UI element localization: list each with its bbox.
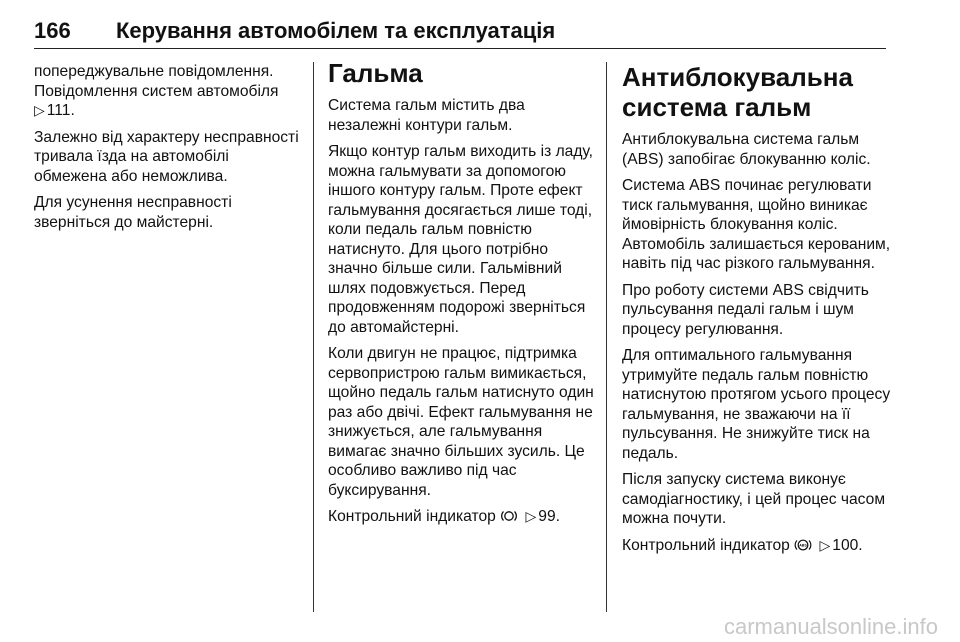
page-reference-link[interactable]: ▷ 99.: [525, 508, 560, 525]
paragraph: Система ABS починає регулювати тиск гальмування, щойно виникає ймовірність блокування коліс. Автомобіль залишається керованим, навіть під час різкого гальмування.: [622, 177, 891, 272]
column-divider: [606, 62, 607, 612]
text-line: Повідомлення систем автомобіля: [34, 82, 279, 100]
column-middle: [328, 58, 594, 534]
paragraph: Для усунення несправності зверніться до майстерні.: [34, 194, 232, 231]
paragraph: Коли двигун не працює, підтримка сервопристрою гальм вимикається, щойно педаль гальм натиснуто один раз або двічі. Ефект гальмування не знижується, але гальмування вимагає значно більших зусиль. Це особливо важливо під час буксирування.: [328, 345, 594, 499]
reference-arrow-icon: ▷: [34, 102, 45, 118]
column-left: [34, 62, 302, 239]
section-heading-brakes: Гальма: [328, 58, 423, 88]
column-divider: [313, 62, 314, 612]
reference-arrow-icon: ▷: [525, 508, 537, 524]
watermark: carmanualsonline.info: [723, 614, 938, 639]
abs-warning-icon: [794, 538, 812, 552]
section-heading-abs: Антиблокувальна система гальм: [622, 62, 853, 122]
page-number: 166: [34, 18, 71, 43]
text-line: попереджувальне повідомлення.: [34, 63, 274, 80]
paragraph: Про роботу системи ABS свідчить пульсування педалі гальм і шум процесу регулювання.: [622, 281, 869, 338]
paragraph: Для оптимального гальмування утримуйте педаль гальм повністю натиснутою протягом усього процесу гальмування, не зважаючи на її пульсування. Не знижуйте тиск на педаль.: [622, 347, 891, 462]
column-right: [622, 62, 892, 562]
page-header: [34, 14, 886, 49]
indicator-reference: Контрольний індикатор ▷ 99.: [328, 508, 560, 525]
reference-arrow-icon: ▷: [819, 536, 831, 553]
paragraph: [34, 62, 302, 121]
paragraph: Залежно від характеру несправності тривала їзда на автомобілі обмежена або неможлива.: [34, 128, 299, 185]
paragraph: Якщо контур гальм виходить із ладу, можна гальмувати за допомогою іншого контуру гальм. Проте ефект гальмування досягається лише тоді, коли педаль гальм повністю натиснуто. Для цього потрібно значно більше сили. Гальмівний шлях подовжується. Перед продовженням подорожі зверніться до автомайстерні.: [328, 143, 594, 336]
page-reference-link[interactable]: ▷ 100.: [819, 536, 863, 554]
indicator-reference: Контрольний індикатор ABS ▷ 100.: [622, 536, 863, 554]
paragraph: Антиблокувальна система гальм (ABS) запобігає блокуванню коліс.: [622, 131, 871, 168]
svg-text:ABS: ABS: [799, 543, 807, 548]
chapter-title: Керування автомобілем та експлуатація: [116, 18, 556, 43]
page-reference-link[interactable]: ▷ 111.: [34, 102, 75, 119]
brake-warning-icon: [500, 509, 518, 523]
paragraph: Система гальм містить два незалежні контури гальм.: [328, 97, 525, 134]
paragraph: Після запуску система виконує самодіагностику, і цей процес часом можна почути.: [622, 471, 886, 527]
